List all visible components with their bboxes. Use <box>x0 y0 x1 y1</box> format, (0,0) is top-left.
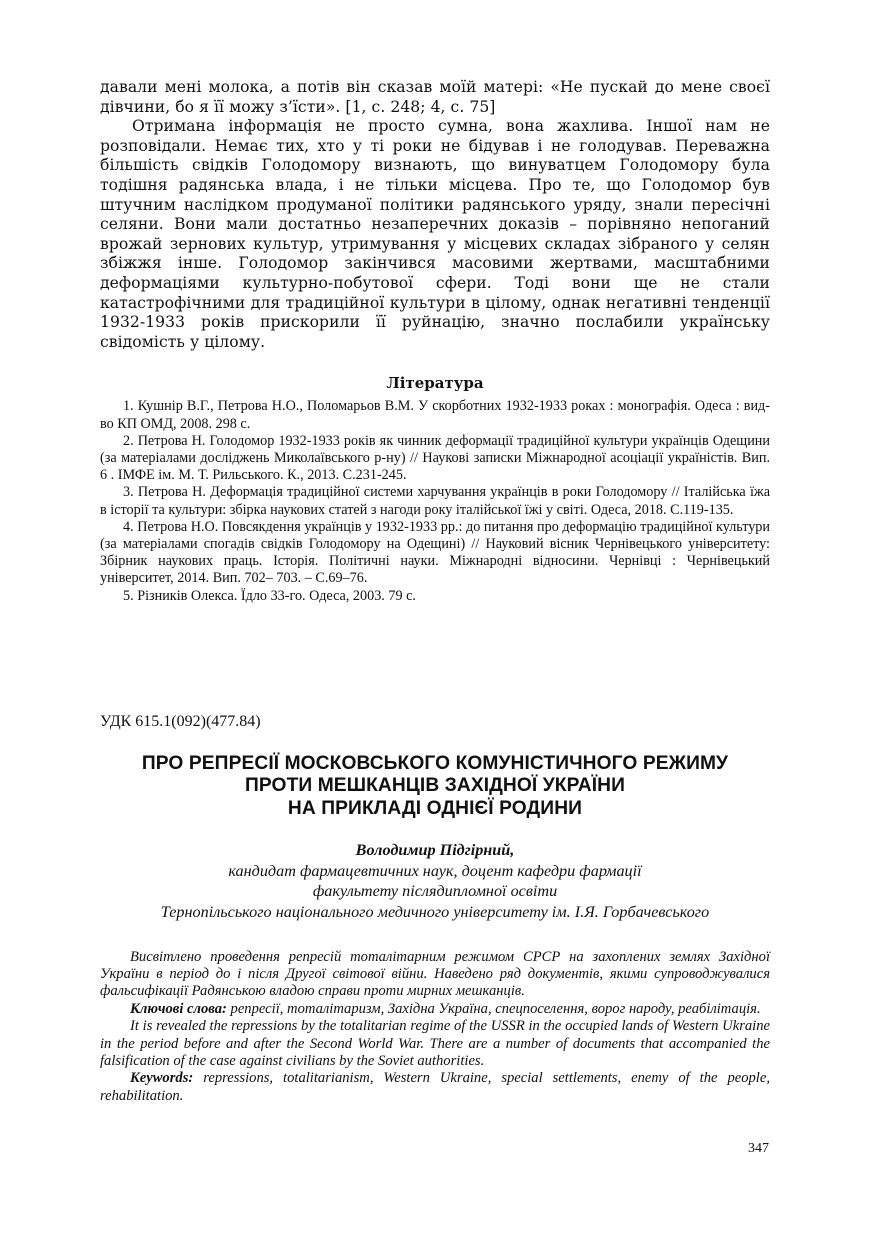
page-number: 347 <box>748 1141 769 1156</box>
article-title-line: ПРОТИ МЕШКАНЦІВ ЗАХІДНОЇ УКРАЇНИ <box>245 775 625 797</box>
keywords-ua-label: Ключові слова: <box>130 1000 227 1017</box>
reference-list <box>100 398 770 604</box>
page-content <box>100 78 770 1105</box>
body-paragraph-2: Отримана інформація не просто сумна, вона жахлива. Іншої нам не розповідали. Немає тих, хто у ті роки не бідував і не голодував. Переважна більшість свідків Голодомору визнають, що винуватцем Голодомору була тодішня радянська влада, і не тільки місцева. Про те, що Голодомор був штучним наслідком продуманої політики радянського уряду, знали пересічні селяни. Вони мали достатньо незаперечних доказів – порівняно непоганий врожай зернових культур, утримування у місцевих складах зібраного у селян збіжжя інше. Голодомор закінчився масовими жертвами, масштабними деформаціями культурно-побутової сфери. Тоді вони ще не стали катастрофічними для традиційної культури в цілому, однак негативні тенденції 1932-1933 років прискорили її руйнацію, значно послабили українську свідомість у цілому. <box>100 117 770 351</box>
body-paragraph-1: давали мені молока, а потів він сказав моїй матері: «Не пускай до мене своєї дівчини, бо я її можу з’їсти». [1, с. 248; 4, с. 75] <box>100 78 770 116</box>
reference-item: 2. Петрова Н. Голодомор 1932-1933 років як чинник деформації традиційної культури українців Одещини (за матеріалами досліджень Миколаївського р-ну) // Наукові записки Міжнародної асоціації україністів. Вип. 6 . ІМФЕ ім. М. Т. Рильського. К., 2013. С.231-245. <box>100 432 770 484</box>
author-affiliation-line: кандидат фармацевтичних наук, доцент кафедри фармації <box>228 861 642 880</box>
article-title-line: НА ПРИКЛАДІ ОДНІЄЇ РОДИНИ <box>287 797 583 819</box>
reference-item: 5. Різників Олекса. Їдло 33-го. Одеса, 2003. 79 с. <box>123 587 416 604</box>
reference-item: 3. Петрова Н. Деформація традиційної системи харчування українців в роки Голодомору // Італійська їжа в історії та культури: збірка наукових статей з нагоди року італійської їжі у світі. Одеса, 2018. С.119-135. <box>100 484 770 518</box>
abstract-block <box>100 949 770 1106</box>
reference-item: 1. Кушнір В.Г., Петрова Н.О., Поломарьов В.М. У скорботних 1932-1933 роках : монографія. Одеса : вид-во КП ОМД, 2008. 298 с. <box>100 398 770 432</box>
keywords-ua-text: репресії, тоталітаризм, Західна Україна, спецпоселення, ворог народу, реабілітація. <box>226 1000 761 1017</box>
abstract-en: It is revealed the repressions by the totalitarian regime of the USSR in the occupied lands of Western Ukraine in the period before and after the Second World War. There are a number of documents that accompanied the falsification of the case against civilians by the Soviet authorities. <box>100 1018 770 1070</box>
keywords-en-label: Keywords: <box>130 1070 194 1087</box>
keywords-ua <box>100 1001 770 1018</box>
author-affiliation-line: факультету післядипломної освіти <box>312 882 558 901</box>
keywords-en-text: repressions, totalitarianism, Western Ukraine, special settlements, enemy of the people, rehabilitation. <box>100 1070 770 1104</box>
abstract-ua: Висвітлено проведення репресій тоталітарним режимом СРСР на захоплених землях Західної України в період до і після Другої світової війни. Наведено ряд документів, якими супроводжувалися фальсифікації Радянською владою справи проти мирних мешканців. <box>100 948 770 1000</box>
article-title <box>100 753 770 821</box>
author-affiliation-line: Тернопільського національного медичного університету ім. І.Я. Горбачевського <box>160 903 710 922</box>
author-block <box>100 840 770 922</box>
article-title-line: ПРО РЕПРЕСІЇ МОСКОВСЬКОГО КОМУНІСТИЧНОГО РЕЖИМУ <box>141 752 729 774</box>
udk-code: УДК 615.1(092)(477.84) <box>100 712 261 730</box>
reference-item: 4. Петрова Н.О. Повсякдення українців у 1932-1933 рр.: до питання про деформацію традиційної культури (за матеріалами спогадів свідків Голодомору на Одещині) // Науковий вісник Чернівецького університету: Збірник наукових праць. Історія. Політичні науки. Міжнародні відносини. Чернівці : Чернівецький університет, 2014. Вип. 702– 703. – С.69–76. <box>100 518 770 587</box>
literature-heading: Література <box>386 374 484 393</box>
keywords-en <box>100 1070 770 1105</box>
author-name: Володимир Підгірний, <box>355 841 515 860</box>
